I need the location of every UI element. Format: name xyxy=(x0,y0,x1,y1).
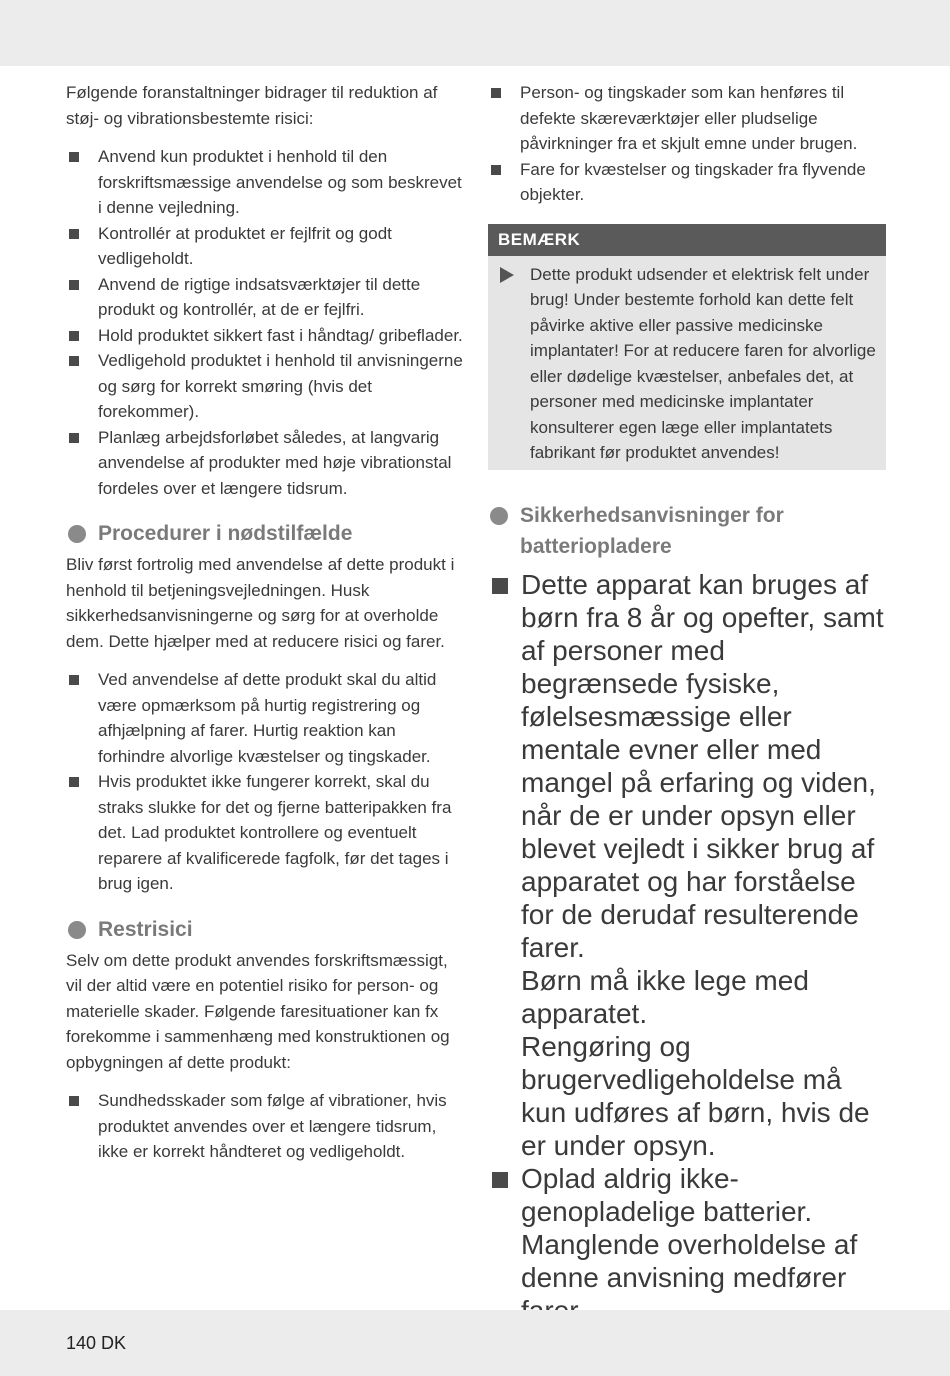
list-item xyxy=(488,568,886,1162)
footer-band xyxy=(0,1310,950,1376)
residual-risks-heading: Restrisici xyxy=(66,914,464,945)
charger-safety-list xyxy=(488,568,886,1327)
square-bullet-icon xyxy=(492,1172,508,1188)
emergency-text: Bliv først fortrolig med anvendelse af dette produkt i henhold til betjeningsvejledningen. Husk sikkerhedsanvisningerne og sørg for at overholde dem. Dette hjælper med at reducere risici og farer. xyxy=(66,555,455,651)
square-bullet-icon xyxy=(491,88,501,98)
emergency-heading: Procedurer i nødstilfælde xyxy=(66,518,464,549)
square-bullet-icon xyxy=(69,331,79,341)
list-item: Hold produktet sikkert fast i håndtag/ gribeflader. xyxy=(66,323,464,349)
list-item: Kontrollér at produktet er fejlfrit og godt vedligeholdt. xyxy=(66,221,464,272)
square-bullet-icon xyxy=(69,675,79,685)
residual-risks-list-continued xyxy=(488,80,886,208)
play-arrow-icon xyxy=(500,267,514,283)
residual-risks-list xyxy=(66,1088,464,1165)
square-bullet-icon xyxy=(69,229,79,239)
page-number: 140 DK xyxy=(66,1333,127,1353)
list-item xyxy=(488,1162,886,1327)
square-bullet-icon xyxy=(69,152,79,162)
square-bullet-icon xyxy=(491,165,501,175)
charger-paragraph: Rengøring og brugervedligeholdelse må kun udføres af børn, hvis de er under opsyn. xyxy=(521,1030,870,1161)
circle-bullet-icon xyxy=(68,921,86,939)
square-bullet-icon xyxy=(69,433,79,443)
list-item: Person- og tingskader som kan henføres til defekte skæreværktøjer eller pludselige påvirkninger fra et skjult emne under brugen. xyxy=(488,80,886,157)
square-bullet-icon xyxy=(492,578,508,594)
left-column xyxy=(66,80,464,1165)
circle-bullet-icon xyxy=(490,507,508,525)
note-title: BEMÆRK xyxy=(488,224,886,256)
list-item: Fare for kvæstelser og tingskader fra flyvende objekter. xyxy=(488,157,886,208)
square-bullet-icon xyxy=(69,777,79,787)
charger-paragraph: Børn må ikke lege med apparatet. xyxy=(521,964,809,1029)
list-item: Anvend de rigtige indsatsværktøjer til dette produkt og kontrollér, at de er fejlfri. xyxy=(66,272,464,323)
list-item: Hvis produktet ikke fungerer korrekt, skal du straks slukke for det og fjerne batteripakken fra det. Lad produktet kontrollere og eventuelt reparere af kvalificerede fagfolk, før det tages i brug igen. xyxy=(66,769,464,897)
charger-safety-heading: Sikkerhedsanvisninger for batteriopladere xyxy=(488,500,886,562)
note-box xyxy=(488,224,886,470)
list-item: Vedligehold produktet i henhold til anvisningerne og sørg for korrekt smøring (hvis det forekommer). xyxy=(66,348,464,425)
list-item: Sundhedsskader som følge af vibrationer, hvis produktet anvendes over et længere tidsrum, ikke er korrekt håndteret og vedligeholdt. xyxy=(66,1088,464,1165)
charger-paragraph: Dette apparat kan bruges af børn fra 8 år og opefter, samt af personer med begrænsede fysiske, følelsesmæssige eller mentale evner eller med mangel på erfaring og viden, når de er under opsyn eller blevet vejledt i sikker brug af apparatet og har forståelse for de derudaf resulterende farer. xyxy=(521,568,884,963)
square-bullet-icon xyxy=(69,356,79,366)
intro-text: Følgende foranstaltninger bidrager til reduktion af støj- og vibrationsbestemte risici: xyxy=(66,83,438,128)
residual-risks-text: Selv om dette produkt anvendes forskriftsmæssigt, vil der altid være en potentiel risiko for person- og materielle skader. Følgende faresituationer kan fx forekomme i sammenhæng med konstruktionen og opbygningen af dette produkt: xyxy=(66,950,450,1072)
header-band xyxy=(0,0,950,66)
circle-bullet-icon xyxy=(68,525,86,543)
list-item: Anvend kun produktet i henhold til den forskriftsmæssige anvendelse og som beskrevet i denne vejledning. xyxy=(66,144,464,221)
right-column xyxy=(488,80,886,1327)
square-bullet-icon xyxy=(69,280,79,290)
note-body: Dette produkt udsender et elektrisk felt under brug! Under bestemte forhold kan dette felt påvirke aktive eller passive medicinske implantater! For at reducere faren for alvorlige eller dødelige kvæstelser, anbefales det, at personer med medicinske implantater konsulterer egen læge eller implantatets fabrikant før produktet anvendes! xyxy=(488,256,886,466)
emergency-list xyxy=(66,667,464,897)
list-item: Planlæg arbejdsforløbet således, at langvarig anvendelse af produkter med høje vibrationstal fordeles over et længere tidsrum. xyxy=(66,425,464,502)
square-bullet-icon xyxy=(69,1096,79,1106)
charger-paragraph: Oplad aldrig ikke-genopladelige batterier. Manglende overholdelse af denne anvisning medfører xyxy=(521,1162,858,1293)
list-item: Ved anvendelse af dette produkt skal du altid være opmærksom på hurtig registrering og afhjælpning af farer. Hurtig reaktion kan forhindre alvorlige kvæstelser og tingskader. xyxy=(66,667,464,769)
measures-list xyxy=(66,144,464,501)
